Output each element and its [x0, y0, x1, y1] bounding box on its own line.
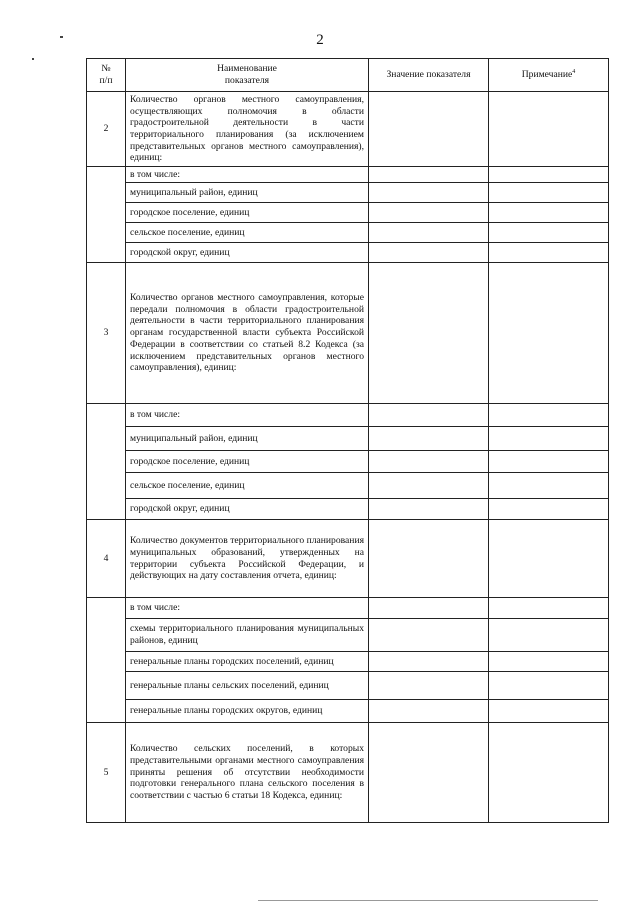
note-cell[interactable]	[489, 451, 609, 473]
note-cell[interactable]	[489, 203, 609, 223]
header-note	[489, 59, 609, 92]
value-cell[interactable]	[369, 700, 489, 723]
row-number	[87, 404, 126, 520]
indicator-name: Количество сельских поселений, в которых представительными органами местного самоуправления приняты решения об отсутствии необходимости подготовки генерального плана сельского поселения в соответствии с частью 6 статьи 18 Кодекса, единиц:	[126, 723, 369, 823]
including-label: в том числе:	[126, 598, 369, 619]
row-number: 4	[87, 520, 126, 598]
indicator-name: Количество органов местного самоуправления, осуществляющих полномочия в области градостроительной деятельности в части территориального планирования (за исключением представительных органов местного самоуправления), единиц:	[126, 92, 369, 167]
header-num	[87, 59, 126, 92]
indicator-name: Количество органов местного самоуправления, которые передали полномочия в области градостроительной деятельности в части территориального планирования органам государственной власти субъекта Российской Федерации в соответствии со статьей 8.2 Кодекса (за исключением представительных органов местного самоуправления), единиц:	[126, 263, 369, 404]
note-cell[interactable]	[489, 499, 609, 520]
header-num-line1: №	[101, 63, 111, 75]
value-cell[interactable]	[369, 652, 489, 672]
sub-indicator-name: генеральные планы городских округов, единиц	[126, 700, 369, 723]
value-cell[interactable]	[369, 473, 489, 499]
indicator-name: Количество документов территориального планирования муниципальных образований, утвержденных на территории субъекта Российской Федерации, и действующих на дату составления отчета, единиц:	[126, 520, 369, 598]
value-cell[interactable]	[369, 263, 489, 404]
value-cell[interactable]	[369, 203, 489, 223]
table-row	[87, 619, 609, 652]
table-row	[87, 652, 609, 672]
indicator-table	[86, 58, 609, 823]
note-cell[interactable]	[489, 672, 609, 700]
note-cell[interactable]	[489, 619, 609, 652]
note-cell[interactable]	[489, 183, 609, 203]
sub-indicator-name: генеральные планы сельских поселений, единиц	[126, 672, 369, 700]
row-number: 3	[87, 263, 126, 404]
row-number	[87, 167, 126, 263]
header-name-line2: показателя	[224, 75, 270, 86]
table-row	[87, 598, 609, 619]
table-row	[87, 700, 609, 723]
sub-indicator-name: муниципальный район, единиц	[126, 183, 369, 203]
sub-indicator-name: городской округ, единиц	[126, 499, 369, 520]
value-cell[interactable]	[369, 427, 489, 451]
value-cell[interactable]	[369, 243, 489, 263]
table-row	[87, 183, 609, 203]
table-row	[87, 520, 609, 598]
value-cell[interactable]	[369, 92, 489, 167]
note-cell[interactable]	[489, 243, 609, 263]
header-num-line2: п/п	[99, 75, 113, 86]
page-bottom-edge	[258, 900, 598, 901]
table-row	[87, 499, 609, 520]
sub-indicator-name: муниципальный район, единиц	[126, 427, 369, 451]
table-row	[87, 167, 609, 183]
sub-indicator-name: сельское поселение, единиц	[126, 473, 369, 499]
including-label: в том числе:	[126, 167, 369, 183]
sub-indicator-name: городское поселение, единиц	[126, 451, 369, 473]
header-note-label: Примечание	[521, 69, 573, 81]
note-cell[interactable]	[489, 723, 609, 823]
sub-indicator-name: схемы территориального планирования муниципальных районов, единиц	[126, 619, 369, 652]
value-cell[interactable]	[369, 723, 489, 823]
table-row	[87, 672, 609, 700]
value-cell[interactable]	[369, 167, 489, 183]
note-cell[interactable]	[489, 520, 609, 598]
table-row	[87, 92, 609, 167]
value-cell[interactable]	[369, 619, 489, 652]
sub-indicator-name: городское поселение, единиц	[126, 203, 369, 223]
note-cell[interactable]	[489, 92, 609, 167]
header-name	[126, 59, 369, 92]
note-cell[interactable]	[489, 473, 609, 499]
value-cell[interactable]	[369, 672, 489, 700]
note-cell[interactable]	[489, 652, 609, 672]
table-row	[87, 473, 609, 499]
footnote-mark: 4	[572, 68, 576, 75]
table-row	[87, 203, 609, 223]
table-row	[87, 451, 609, 473]
sub-indicator-name: городской округ, единиц	[126, 243, 369, 263]
table-row	[87, 243, 609, 263]
value-cell[interactable]	[369, 451, 489, 473]
row-number: 5	[87, 723, 126, 823]
table-row	[87, 404, 609, 427]
table-header-row	[87, 59, 609, 92]
scan-mark	[32, 58, 34, 60]
value-cell[interactable]	[369, 499, 489, 520]
table-row	[87, 223, 609, 243]
row-number: 2	[87, 92, 126, 167]
value-cell[interactable]	[369, 520, 489, 598]
header-value: Значение показателя	[369, 59, 489, 92]
table-row	[87, 723, 609, 823]
value-cell[interactable]	[369, 598, 489, 619]
note-cell[interactable]	[489, 598, 609, 619]
sub-indicator-name: сельское поселение, единиц	[126, 223, 369, 243]
row-number	[87, 598, 126, 723]
including-label: в том числе:	[126, 404, 369, 427]
value-cell[interactable]	[369, 183, 489, 203]
note-cell[interactable]	[489, 404, 609, 427]
sub-indicator-name: генеральные планы городских поселений, единиц	[126, 652, 369, 672]
note-cell[interactable]	[489, 223, 609, 243]
table-row	[87, 263, 609, 404]
value-cell[interactable]	[369, 223, 489, 243]
note-cell[interactable]	[489, 700, 609, 723]
table-row	[87, 427, 609, 451]
note-cell[interactable]	[489, 263, 609, 404]
header-name-line1: Наименование	[217, 63, 277, 75]
note-cell[interactable]	[489, 427, 609, 451]
page-number: 2	[316, 32, 324, 48]
note-cell[interactable]	[489, 167, 609, 183]
value-cell[interactable]	[369, 404, 489, 427]
